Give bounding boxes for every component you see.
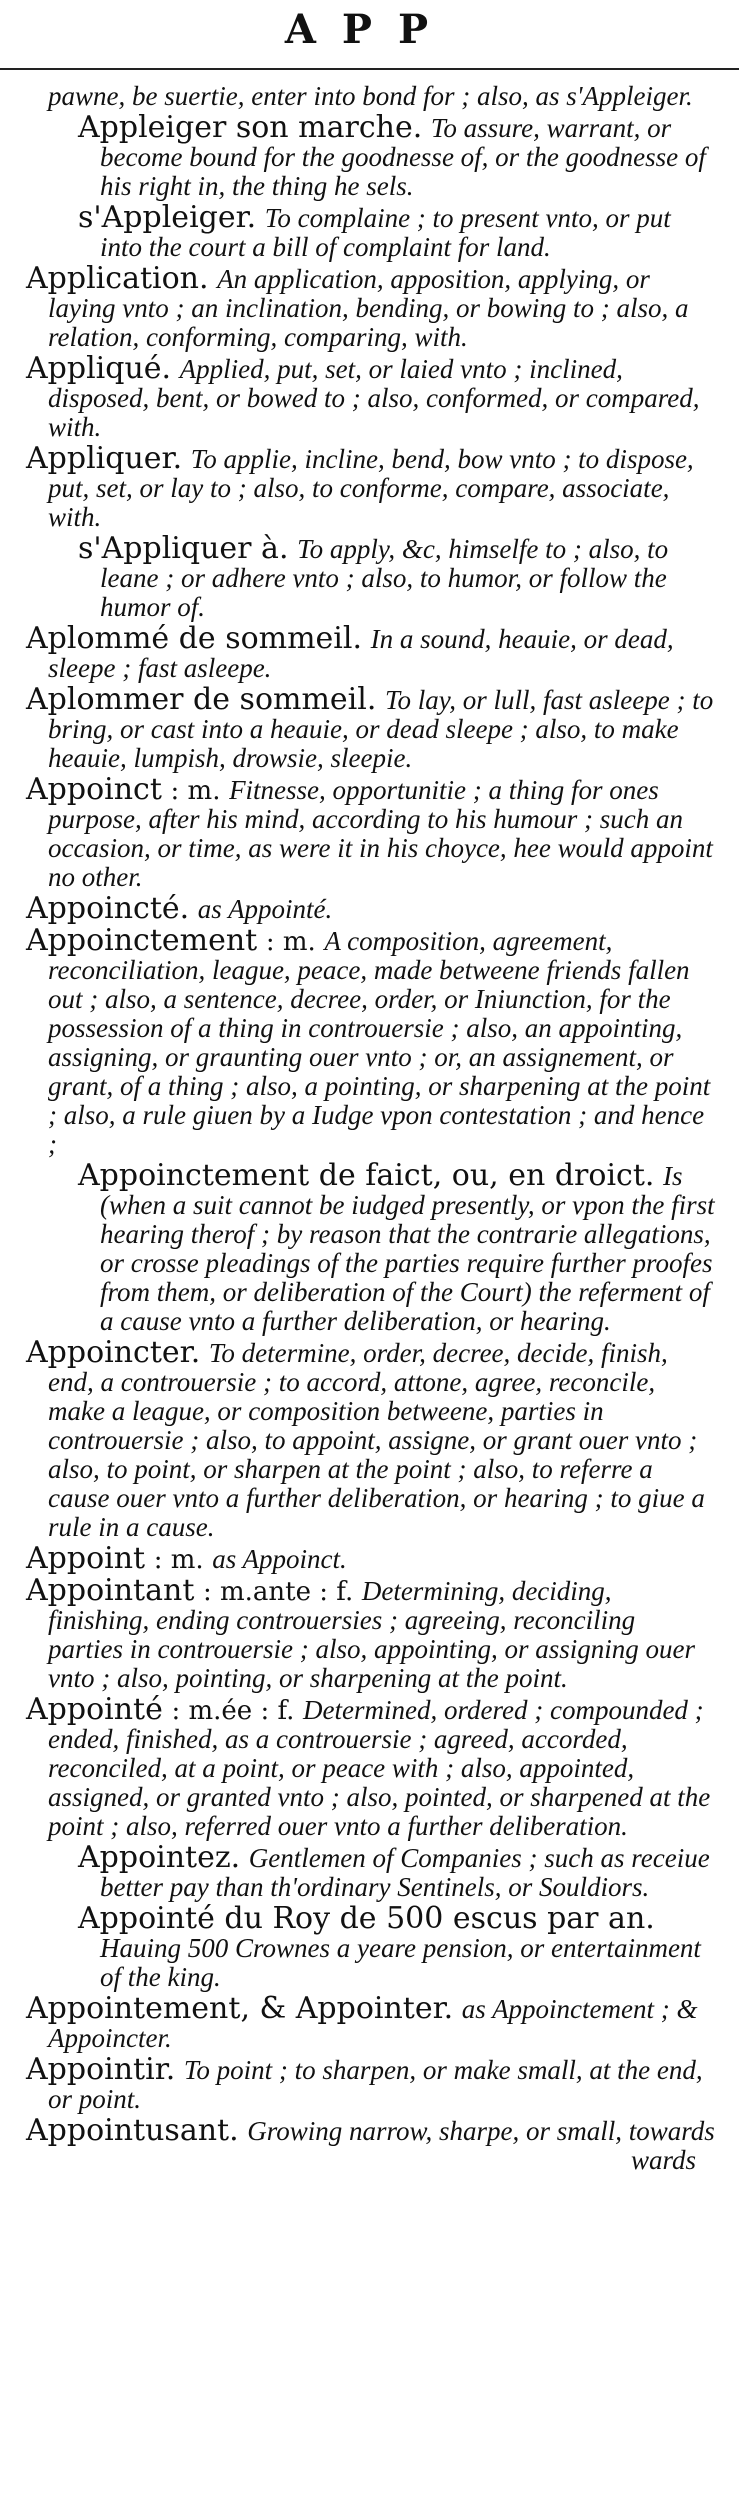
running-head: APP [284, 6, 455, 53]
dictionary-entry: s'Appliquer à. To apply, &c, himselfe to ; also, to leane ; or adhere vnto ; also, to humor, or follow the humor of. [78, 531, 669, 622]
entry-continuation: pawne, be suertie, enter into bond for ; also, as s'Appleiger. [48, 81, 693, 111]
dictionary-entry: Application. An application, apposition, applying, or laying vnto ; an inclination, bending, or bowing to ; also, a relation, conforming, comparing, with. [26, 261, 689, 352]
catchword: wards [630, 2145, 696, 2175]
dictionary-entry: Appoinct : m. Fitnesse, opportunitie ; a thing for ones purpose, after his mind, according to his humour ; such an occasion, or time, as were it in his choyce, hee would appoint no other. [26, 772, 713, 892]
dictionary-entry: Appoinctement de faict, ou, en droict. Is (when a suit cannot be iudged presently, or vpon the first hearing therof ; by reason that the contrarie allegations, or crosse pleadings of the parties require further proofes from them, or deliberation of the Court) the referment of a cause vnto a further deliberation, or hearing. [78, 1158, 715, 1336]
dictionary-entry: Appoincté. as Appointé. [26, 891, 333, 926]
dictionary-entry: Appointé : m.ée : f. Determined, ordered ; compounded ; ended, finished, as a controuersie ; agreed, accorded, reconciled, at a point, or peace with ; also, appointed, assigned, or granted vnto ; also, pointed, or sharpened at the point ; also, referred ouer vnto a further deliberation. [26, 1692, 711, 1841]
dictionary-entry: Appleiger son marche. To assure, warrant, or become bound for the goodnesse of, or the goodnesse of his right in, the thing he sels. [78, 110, 706, 201]
dictionary-entry: Appointé du Roy de 500 escus par an. Hauing 500 Crownes a yeare pension, or entertainment of the king. [78, 1901, 701, 1992]
header-rule [0, 68, 739, 70]
dictionary-entry: Aplommer de sommeil. To lay, or lull, fast asleepe ; to bring, or cast into a heauie, or dead sleepe ; also, to make heauie, lumpish, drowsie, sleepie. [26, 682, 714, 773]
dictionary-entry: s'Appleiger. To complaine ; to present vnto, or put into the court a bill of complaint for land. [78, 200, 671, 262]
dictionary-entry: Appointement, & Appointer. as Appoinctement ; & Appoincter. [26, 1991, 698, 2053]
dictionary-entry: Appointusant. Growing narrow, sharpe, or small, towards wards [26, 2113, 715, 2175]
dictionary-entry: Appoinctement : m. A composition, agreement, reconciliation, league, peace, made betweene friends fallen out ; also, a sentence, decree, order, or Iniunction, for the possession of a thing in controuersie ; also, an appointing, assigning, or graunting ouer vnto ; or, an assignement, or grant, of a thing ; also, a pointing, or sharpening at the point ; also, a rule giuen by a Iudge vpon contestation ; and hence ; [26, 923, 711, 1159]
entry-list [26, 82, 716, 2177]
dictionary-entry: Aplommé de sommeil. In a sound, heauie, or dead, sleepe ; fast asleepe. [26, 621, 674, 683]
dictionary-entry: Appoint : m. as Appoinct. [26, 1541, 347, 1576]
dictionary-entry: Appointez. Gentlemen of Companies ; such as receiue better pay than th'ordinary Sentinels, or Souldiors. [78, 1840, 710, 1902]
dictionary-entry: Appliquer. To applie, incline, bend, bow vnto ; to dispose, put, set, or lay to ; also, to conforme, compare, associate, with. [26, 441, 694, 532]
dictionary-entry: Appliqué. Applied, put, set, or laied vnto ; inclined, disposed, bent, or bowed to ; also, conformed, or compared, with. [26, 351, 700, 442]
dictionary-entry: Appoincter. To determine, order, decree, decide, finish, end, a controuersie ; to accord, attone, agree, reconcile, make a league, or composition betweene, parties in controuersie ; also, to appoint, assigne, or grant ouer vnto ; also, to point, or sharpen at the point ; also, to referre a cause ouer vnto a further deliberation, or hearing ; to giue a rule in a cause. [26, 1335, 705, 1542]
dictionary-entry: Appointir. To point ; to sharpen, or make small, at the end, or point. [26, 2052, 703, 2114]
dictionary-entry: Appointant : m.ante : f. Determining, deciding, finishing, ending controuersies ; agreeing, reconciling parties in controuersie ; also, appointing, or assigning ouer vnto ; also, pointing, or sharpening at the point. [26, 1573, 695, 1693]
